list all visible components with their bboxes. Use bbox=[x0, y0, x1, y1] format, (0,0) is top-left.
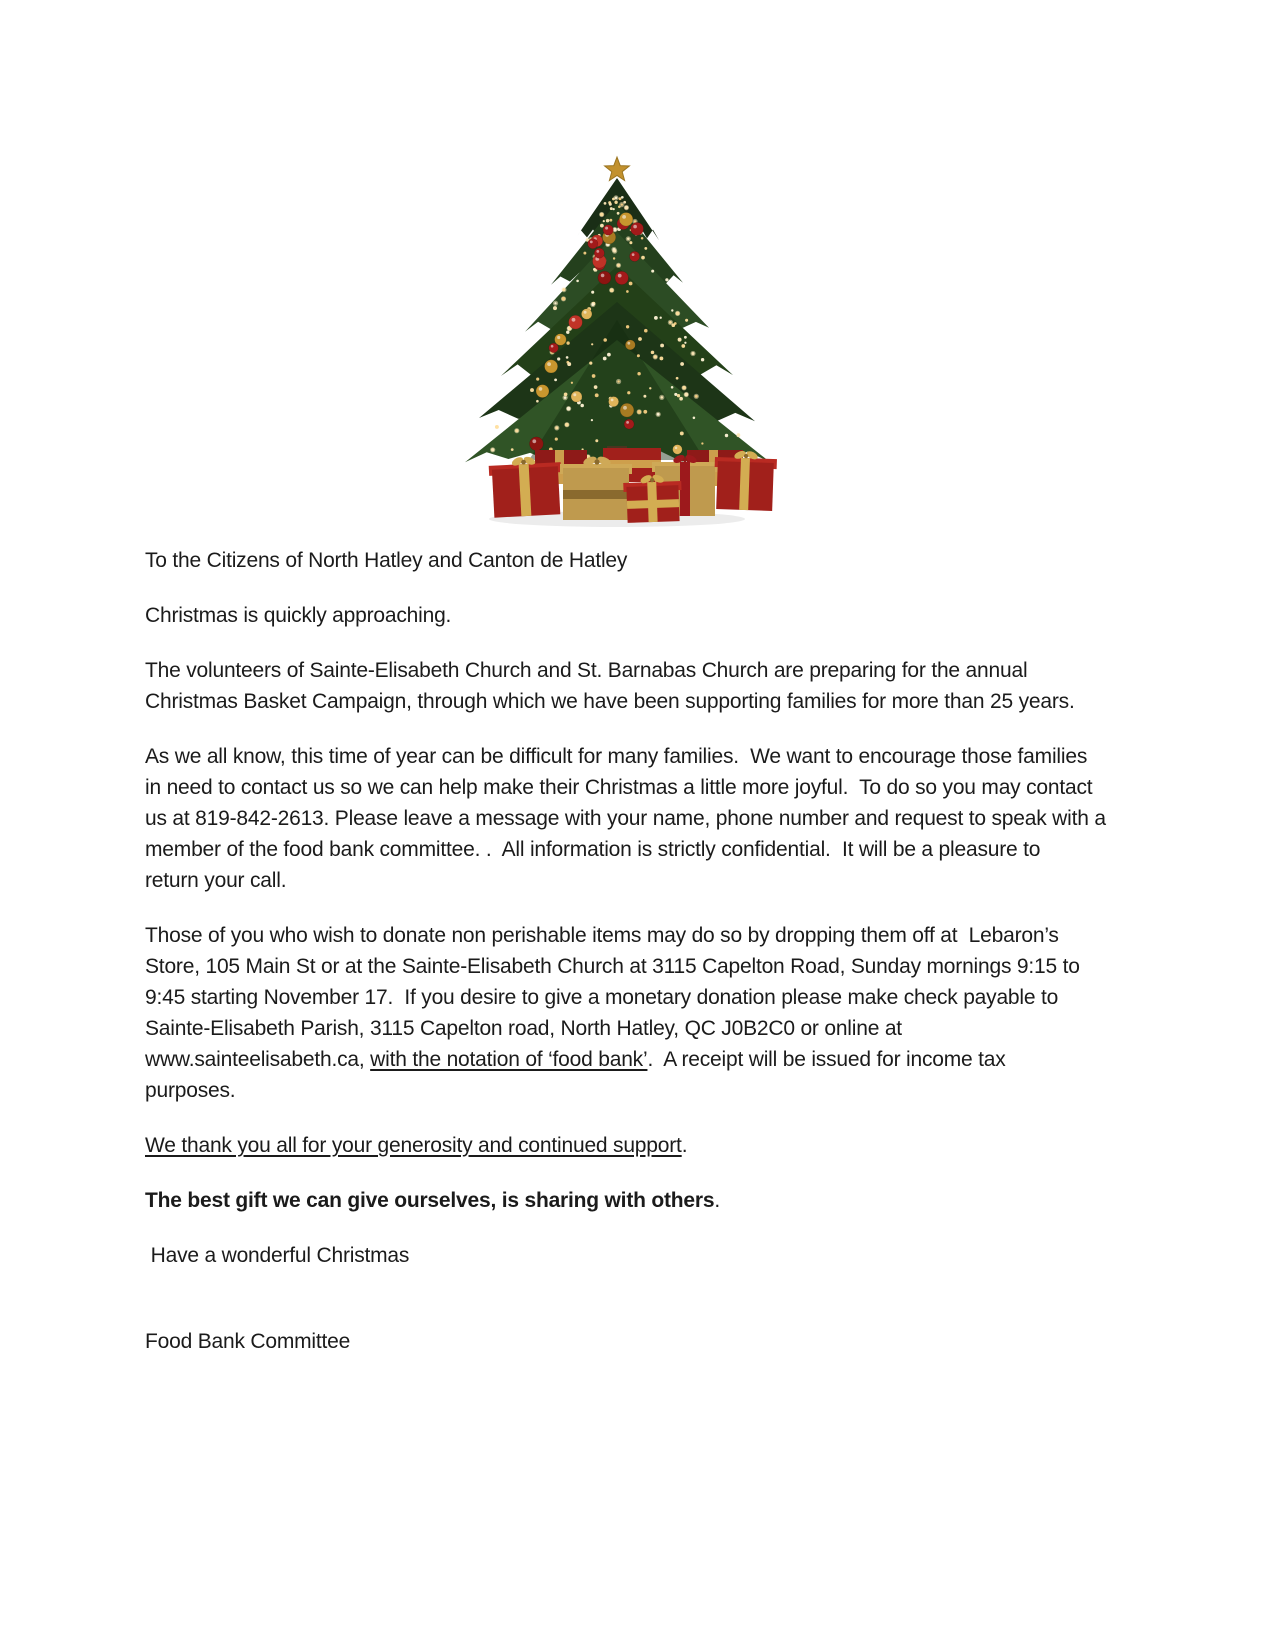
text-segment: The volunteers of Sainte-Elisabeth Church and St. Barnabas Church are preparing for the annual bbox=[145, 659, 1028, 682]
gift-box bbox=[560, 455, 632, 520]
text-segment: member of the food bank committee. . All information is strictly confidential. It will be a pleasure to bbox=[145, 838, 1041, 861]
text-line bbox=[145, 1075, 1195, 1106]
text-segment: Have a wonderful Christmas bbox=[145, 1244, 410, 1267]
text-line bbox=[145, 1130, 1195, 1161]
text-segment: Christmas is quickly approaching. bbox=[145, 604, 452, 627]
text-line bbox=[145, 1240, 1195, 1271]
text-segment: in need to contact us so we can help make their Christmas a little more joyful. To do so you may contact bbox=[145, 776, 1093, 799]
text-line bbox=[145, 803, 1195, 834]
text-line bbox=[145, 772, 1195, 803]
christmas-tree-svg bbox=[457, 150, 777, 528]
text-segment: www.sainteelisabeth.ca, bbox=[145, 1048, 371, 1071]
text-segment: Those of you who wish to donate non perishable items may do so by dropping them off at Lebaron’s bbox=[145, 924, 1059, 947]
gift-box bbox=[713, 448, 777, 511]
text-segment: us at 819-842-2613. Please leave a message with your name, phone number and request to speak with a bbox=[145, 807, 1106, 830]
text-line bbox=[145, 1326, 1195, 1357]
text-segment: Sainte-Elisabeth Parish, 3115 Capelton road, North Hatley, QC J0B2C0 or online at bbox=[145, 1017, 902, 1040]
paragraph bbox=[145, 920, 1195, 1106]
text-line bbox=[145, 741, 1195, 772]
paragraph bbox=[145, 1240, 1195, 1271]
gift-box bbox=[488, 453, 563, 517]
text-line bbox=[145, 686, 1195, 717]
paragraph bbox=[145, 545, 1195, 576]
paragraph bbox=[145, 1130, 1195, 1161]
text-segment: Store, 105 Main St or at the Sainte-Elisabeth Church at 3115 Capelton Road, Sunday mornings 9:15 to bbox=[145, 955, 1080, 978]
text-segment: . A receipt will be issued for income tax bbox=[647, 1048, 1006, 1071]
underlined-text: We thank you all for your generosity and continued support bbox=[145, 1134, 682, 1157]
text-line bbox=[145, 1185, 1195, 1216]
text-line bbox=[145, 655, 1195, 686]
text-line bbox=[145, 865, 1195, 896]
bold-text: The best gift we can give ourselves, is sharing with others bbox=[145, 1189, 715, 1212]
text-line bbox=[145, 982, 1195, 1013]
text-line bbox=[145, 1013, 1195, 1044]
paragraph bbox=[145, 600, 1195, 631]
text-segment: purposes. bbox=[145, 1079, 236, 1102]
text-segment: Christmas Basket Campaign, through which we have been supporting families for more than 25 years. bbox=[145, 690, 1075, 713]
text-segment: . bbox=[681, 1134, 688, 1157]
paragraph bbox=[145, 1326, 1195, 1357]
text-segment: return your call. bbox=[145, 869, 287, 892]
star-icon bbox=[605, 157, 630, 181]
text-segment: To the Citizens of North Hatley and Canton de Hatley bbox=[145, 549, 628, 572]
paragraph bbox=[145, 655, 1195, 717]
paragraph bbox=[145, 1185, 1195, 1216]
text-line bbox=[145, 920, 1195, 951]
christmas-tree-image bbox=[457, 150, 777, 528]
text-line bbox=[145, 600, 1195, 631]
text-segment: 9:45 starting November 17. If you desire to give a monetary donation please make check payable to bbox=[145, 986, 1059, 1009]
text-segment: Food Bank Committee bbox=[145, 1330, 351, 1353]
underlined-text: with the notation of ‘food bank’ bbox=[370, 1048, 648, 1071]
text-segment: . bbox=[714, 1189, 720, 1212]
paragraph bbox=[145, 741, 1195, 896]
gifts-group bbox=[488, 448, 777, 523]
text-line bbox=[145, 834, 1195, 865]
tree-foliage bbox=[465, 178, 769, 464]
text-line bbox=[145, 545, 1195, 576]
text-line bbox=[145, 951, 1195, 982]
letter-body bbox=[145, 545, 1195, 1381]
text-segment: As we all know, this time of year can be difficult for many families. We want to encourage those families bbox=[145, 745, 1088, 768]
text-line bbox=[145, 1044, 1195, 1075]
